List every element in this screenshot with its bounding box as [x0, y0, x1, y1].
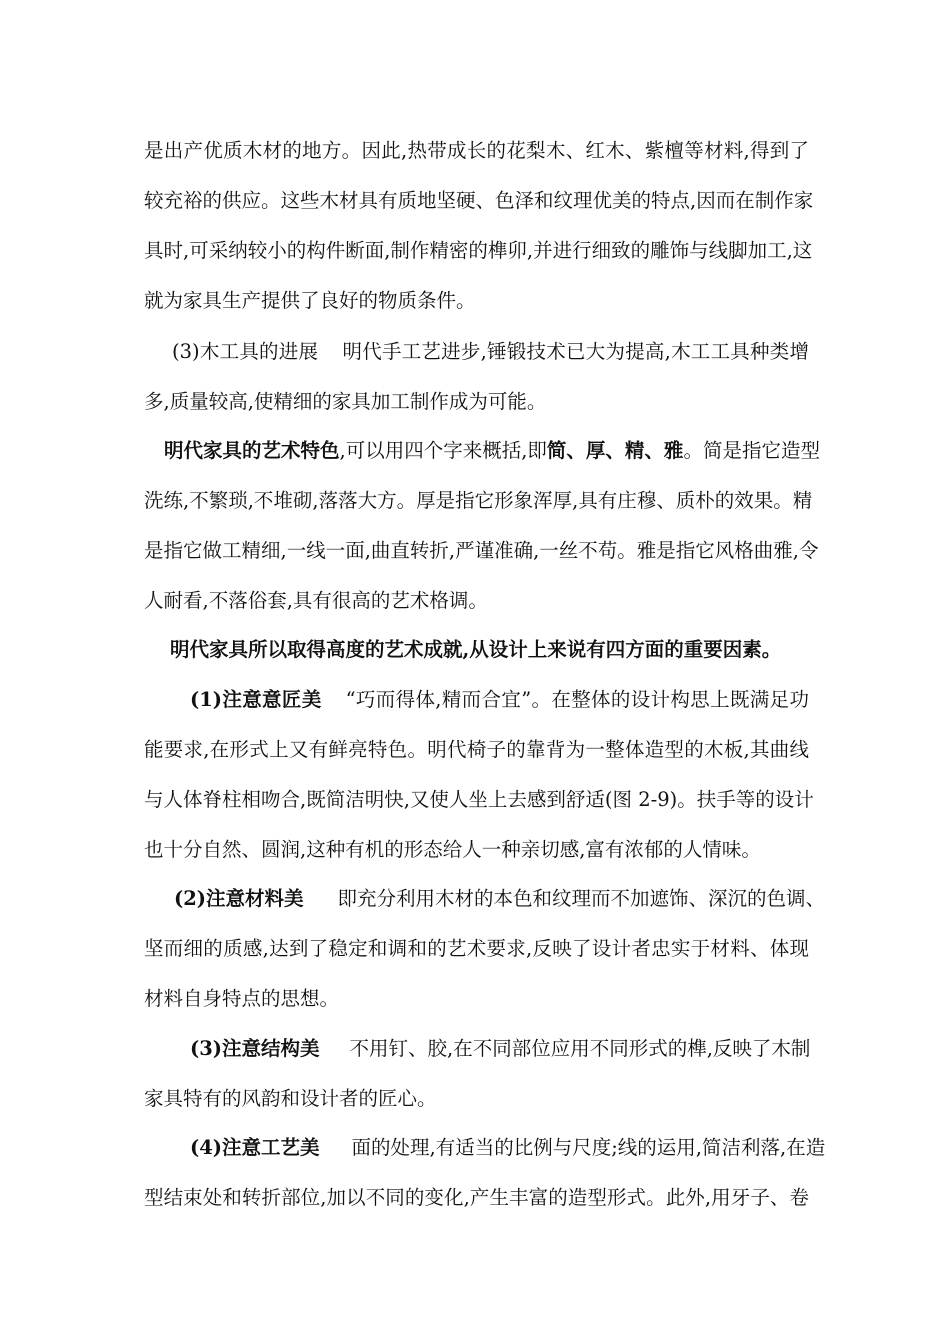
text-line-9: 是指它做工精细,一线一面,曲直转折,严谨准确,一丝不苟。雅是指它风格曲雅,令 — [144, 539, 819, 562]
text-line-6: 多,质量较高,使精细的家具加工制作成为可能。 — [144, 390, 547, 413]
text-line-20: 家具特有的风韵和设计者的匠心。 — [144, 1087, 437, 1110]
section-heading: 明代家具所以取得高度的艺术成就,从设计上来说有四方面的重要因素。 — [170, 638, 782, 661]
tools-paragraph-first-line — [172, 337, 809, 367]
text-line-4: 就为家具生产提供了良好的物质条件。 — [144, 289, 476, 312]
text-line-14: 与人体脊柱相吻合,既简洁明快,又使人坐上去感到舒适(图 2-9)。扶手等的设计 — [144, 788, 814, 811]
art-heading: 明代家具的艺术特色 — [164, 439, 340, 462]
factor-2-heading: (2)注意材料美 — [174, 887, 304, 910]
tools-text: 明代手工艺进步,锤锻技术已大为提高,木工工具种类增 — [342, 340, 809, 363]
text-line-2: 较充裕的供应。这些木材具有质地坚硬、色泽和纹理优美的特点,因而在制作家 — [144, 189, 814, 212]
factor-4-text: 面的处理,有适当的比例与尺度;线的运用,简洁利落,在造 — [351, 1136, 826, 1159]
text-line-15: 也十分自然、圆润,这种有机的形态给人一种亲切感,富有浓郁的人情味。 — [144, 838, 761, 861]
factor-3-text: 不用钉、胶,在不同部位应用不同形式的榫,反映了木制 — [349, 1037, 811, 1060]
text-line-3: 具时,可采纳较小的构件断面,制作精密的榫卯,并进行细致的雕饰与线脚加工,这 — [144, 239, 813, 262]
factor-1-text: “巧而得体,精而合宜”。在整体的设计构思上既满足功 — [345, 688, 809, 711]
art-keywords: 简、厚、精、雅 — [546, 439, 684, 462]
factor-3-first-line — [190, 1034, 809, 1064]
text-line-10: 人耐看,不落俗套,具有很高的艺术格调。 — [144, 589, 488, 612]
factor-1-first-line — [190, 685, 809, 715]
factor-4-first-line — [190, 1133, 826, 1163]
factor-1-heading: (1)注意意匠美 — [190, 688, 322, 711]
text-line-8: 洗练,不繁琐,不堆砌,落落大方。厚是指它形象浑厚,具有庄穆、质朴的效果。精 — [144, 489, 813, 512]
tools-heading: (3)木工具的进展 — [172, 340, 319, 363]
text-line-18: 材料自身特点的思想。 — [144, 987, 340, 1010]
art-text-mid: ,可以用四个字来概括,即 — [339, 439, 547, 462]
factor-4-heading: (4)注意工艺美 — [190, 1136, 320, 1159]
text-line-1: 是出产优质木材的地方。因此,热带成长的花梨木、红木、紫檀等材料,得到了 — [144, 139, 809, 162]
factor-3-heading: (3)注意结构美 — [190, 1037, 320, 1060]
factor-2-first-line — [174, 884, 826, 914]
text-line-22: 型结束处和转折部位,加以不同的变化,产生丰富的造型形式。此外,用牙子、卷 — [144, 1186, 809, 1209]
text-line-17: 坚而细的质感,达到了稳定和调和的艺术要求,反映了设计者忠实于材料、体现 — [144, 937, 809, 960]
art-paragraph-first-line — [164, 436, 820, 466]
art-text-tail: 。简是指它造型 — [683, 439, 820, 462]
text-line-13: 能要求,在形式上又有鲜亮特色。明代椅子的靠背为一整体造型的木板,其曲线 — [144, 738, 809, 761]
factor-2-text: 即充分利用木材的本色和纹理而不加遮饰、深沉的色调、 — [337, 887, 826, 910]
